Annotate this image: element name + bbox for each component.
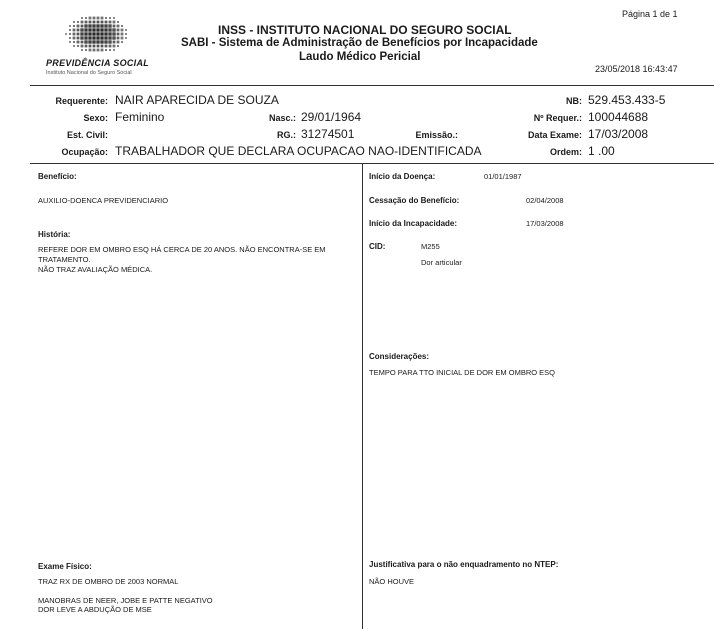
inicio-incapacidade-label: Início da Incapacidade: xyxy=(369,219,458,228)
beneficio-label: Benefício: xyxy=(38,172,77,181)
page-info: Página 1 de 1 xyxy=(622,9,678,19)
historia-line-3: NÃO TRAZ AVALIAÇÃO MÉDICA. xyxy=(38,265,153,274)
justificativa-value: NÃO HOUVE xyxy=(369,577,415,586)
inicio-doenca-label: Início da Doença: xyxy=(369,172,436,181)
logo-subtext: Instituto Nacional do Seguro Social xyxy=(46,70,132,76)
nb-value: 529.453.433-5 xyxy=(588,93,666,107)
previdencia-logo-icon xyxy=(64,12,130,56)
beneficio-value: AUXILIO-DOENCA PREVIDENCIARIO xyxy=(38,196,169,205)
logo-text: PREVIDÊNCIA SOCIAL xyxy=(46,58,150,68)
exame-line-2: MANOBRAS DE NEER, JOBE E PATTE NEGATIVO xyxy=(38,596,213,605)
inicio-incapacidade-value: 17/03/2008 xyxy=(526,219,564,228)
nasc-value: 29/01/1964 xyxy=(301,110,362,124)
requerente-value: NAIR APARECIDA DE SOUZA xyxy=(115,93,279,107)
ocupacao-value: TRABALHADOR QUE DECLARA OCUPACAO NAO-IDENTIFICADA xyxy=(115,144,482,158)
inicio-doenca-value: 01/01/1987 xyxy=(484,172,522,181)
historia-line-2: TRATAMENTO. xyxy=(38,255,91,264)
sexo-value: Feminino xyxy=(115,110,165,124)
exame-line-3: DOR LEVE A ABDUÇÃO DE MSE xyxy=(38,605,152,614)
exame-line-1: TRAZ RX DE OMBRO DE 2003 NORMAL xyxy=(38,577,179,586)
print-datetime: 23/05/2018 16:43:47 xyxy=(595,64,678,74)
page-subtitle: SABI - Sistema de Administração de Benefícios por Incapacidade xyxy=(181,37,538,49)
ordem-value: 1 .00 xyxy=(588,144,615,158)
emissao-label: Emissão.: xyxy=(415,130,458,140)
info-divider xyxy=(30,163,714,164)
header-divider xyxy=(30,85,714,86)
ordem-label: Ordem: xyxy=(549,147,582,157)
cid-code: M255 xyxy=(421,242,440,251)
historia-label: História: xyxy=(38,230,71,239)
page-doc-type: Laudo Médico Pericial xyxy=(299,51,421,63)
requerente-label: Requerente: xyxy=(55,96,108,106)
justificativa-label: Justificativa para o não enquadramento no NTEP: xyxy=(369,560,559,569)
rg-value: 31274501 xyxy=(301,127,355,141)
cessacao-value: 02/04/2008 xyxy=(526,196,564,205)
historia-line-1: REFERE DOR EM OMBRO ESQ HÁ CERCA DE 20 ANOS. NÃO ENCONTRA-SE EM xyxy=(38,245,326,254)
sexo-label: Sexo: xyxy=(83,113,108,123)
data-exame-value: 17/03/2008 xyxy=(588,127,649,141)
cid-description: Dor articular xyxy=(421,258,462,267)
consideracoes-value: TEMPO PARA TTO INICIAL DE DOR EM OMBRO ESQ xyxy=(369,368,556,377)
cid-label: CID: xyxy=(369,242,386,251)
cessacao-label: Cessação do Benefício: xyxy=(369,196,460,205)
nb-label: NB: xyxy=(566,96,582,106)
consideracoes-label: Considerações: xyxy=(369,352,430,361)
ocupacao-label: Ocupação: xyxy=(61,147,108,157)
nasc-label: Nasc.: xyxy=(268,113,296,123)
rg-label: RG.: xyxy=(277,130,296,140)
page-title: INSS - INSTITUTO NACIONAL DO SEGURO SOCIAL xyxy=(218,23,512,37)
data-exame-label: Data Exame: xyxy=(527,130,582,140)
column-divider xyxy=(362,163,363,629)
civil-label: Est. Civil: xyxy=(66,130,108,140)
exame-fisico-label: Exame Físico: xyxy=(38,562,92,571)
nreq-value: 100044688 xyxy=(588,110,649,124)
nreq-label: Nº Requer.: xyxy=(533,113,582,123)
